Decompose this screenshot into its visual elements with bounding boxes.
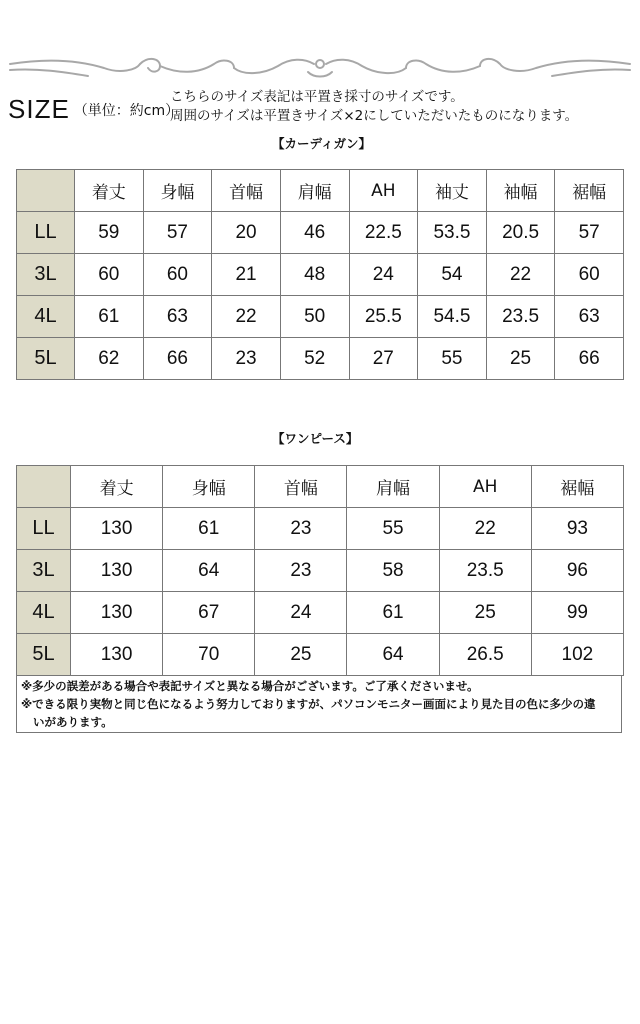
- value-cell: 55: [347, 508, 439, 550]
- size-label: SIZE: [8, 94, 70, 124]
- value-cell: 22: [439, 508, 531, 550]
- size-note-line-2: 周囲のサイズは平置きサイズ×2にしていただいたものになります。: [170, 108, 579, 124]
- column-header: 着丈: [71, 466, 163, 508]
- value-cell: 66: [143, 338, 212, 380]
- value-cell: 130: [71, 508, 163, 550]
- value-cell: 24: [255, 592, 347, 634]
- size-notes: [170, 88, 578, 126]
- column-header: 首幅: [212, 170, 281, 212]
- cardigan-title: 【カーディガン】: [272, 136, 372, 151]
- disclaimer-line-1: ※多少の誤差がある場合や表記サイズと異なる場合がございます。ご了承くださいませ。: [21, 679, 479, 693]
- value-cell: 59: [75, 212, 144, 254]
- disclaimer-line-3: いがあります。: [33, 715, 113, 729]
- value-cell: 64: [163, 550, 255, 592]
- table-row: [17, 508, 624, 550]
- size-cell: LL: [17, 508, 71, 550]
- size-cell: 4L: [17, 296, 75, 338]
- value-cell: 62: [75, 338, 144, 380]
- cardigan-size-table: [16, 169, 624, 380]
- value-cell: 23.5: [486, 296, 555, 338]
- value-cell: 60: [555, 254, 624, 296]
- value-cell: 20.5: [486, 212, 555, 254]
- column-header: 肩幅: [280, 170, 349, 212]
- value-cell: 23.5: [439, 550, 531, 592]
- value-cell: 96: [531, 550, 623, 592]
- value-cell: 55: [418, 338, 487, 380]
- value-cell: 66: [555, 338, 624, 380]
- value-cell: 26.5: [439, 634, 531, 676]
- disclaimer-line-2: ※できる限り実物と同じ色になるよう努力しておりますが、パソコンモニター画面により見た目の色に多少の違: [21, 697, 596, 711]
- value-cell: 61: [347, 592, 439, 634]
- size-cell: 4L: [17, 592, 71, 634]
- value-cell: 70: [163, 634, 255, 676]
- value-cell: 57: [555, 212, 624, 254]
- table-row: [17, 296, 624, 338]
- table-row: [17, 338, 624, 380]
- value-cell: 130: [71, 550, 163, 592]
- value-cell: 23: [212, 338, 281, 380]
- value-cell: 64: [347, 634, 439, 676]
- column-header: 身幅: [143, 170, 212, 212]
- onepiece-title: 【ワンピース】: [272, 431, 359, 446]
- column-header: AH: [439, 466, 531, 508]
- value-cell: 53.5: [418, 212, 487, 254]
- table-row: [17, 254, 624, 296]
- table-row: [17, 634, 624, 676]
- value-cell: 23: [255, 508, 347, 550]
- value-cell: 61: [75, 296, 144, 338]
- column-header: 袖丈: [418, 170, 487, 212]
- value-cell: 57: [143, 212, 212, 254]
- column-header: 着丈: [75, 170, 144, 212]
- value-cell: 25.5: [349, 296, 418, 338]
- value-cell: 67: [163, 592, 255, 634]
- value-cell: 130: [71, 634, 163, 676]
- value-cell: 93: [531, 508, 623, 550]
- table-row: [17, 592, 624, 634]
- value-cell: 61: [163, 508, 255, 550]
- size-cell: 3L: [17, 254, 75, 296]
- table-row: [17, 212, 624, 254]
- value-cell: 63: [555, 296, 624, 338]
- value-cell: 20: [212, 212, 281, 254]
- value-cell: 50: [280, 296, 349, 338]
- table-header-row: [17, 466, 624, 508]
- column-header: 袖幅: [486, 170, 555, 212]
- value-cell: 27: [349, 338, 418, 380]
- value-cell: 54.5: [418, 296, 487, 338]
- size-cell: 5L: [17, 338, 75, 380]
- size-cell: 3L: [17, 550, 71, 592]
- value-cell: 60: [143, 254, 212, 296]
- value-cell: 60: [75, 254, 144, 296]
- value-cell: 25: [486, 338, 555, 380]
- size-cell: LL: [17, 212, 75, 254]
- unit-label: （単位：約cm）: [73, 103, 180, 119]
- value-cell: 58: [347, 550, 439, 592]
- value-cell: 130: [71, 592, 163, 634]
- value-cell: 52: [280, 338, 349, 380]
- value-cell: 46: [280, 212, 349, 254]
- size-note-line-1: こちらのサイズ表記は平置き採寸のサイズです。: [170, 89, 464, 105]
- value-cell: 63: [143, 296, 212, 338]
- value-cell: 25: [439, 592, 531, 634]
- value-cell: 24: [349, 254, 418, 296]
- value-cell: 102: [531, 634, 623, 676]
- column-header: 首幅: [255, 466, 347, 508]
- table-header-row: [17, 170, 624, 212]
- disclaimer-notes: [16, 675, 622, 733]
- size-cell: 5L: [17, 634, 71, 676]
- value-cell: 21: [212, 254, 281, 296]
- table-row: [17, 550, 624, 592]
- corner-cell: [17, 466, 71, 508]
- value-cell: 22.5: [349, 212, 418, 254]
- value-cell: 54: [418, 254, 487, 296]
- value-cell: 48: [280, 254, 349, 296]
- value-cell: 22: [486, 254, 555, 296]
- column-header: 身幅: [163, 466, 255, 508]
- value-cell: 23: [255, 550, 347, 592]
- value-cell: 25: [255, 634, 347, 676]
- corner-cell: [17, 170, 75, 212]
- onepiece-size-table: [16, 465, 624, 676]
- column-header: AH: [349, 170, 418, 212]
- column-header: 裾幅: [555, 170, 624, 212]
- column-header: 裾幅: [531, 466, 623, 508]
- value-cell: 99: [531, 592, 623, 634]
- decorative-ornament-divider: [8, 50, 632, 82]
- size-heading: [8, 96, 179, 122]
- value-cell: 22: [212, 296, 281, 338]
- column-header: 肩幅: [347, 466, 439, 508]
